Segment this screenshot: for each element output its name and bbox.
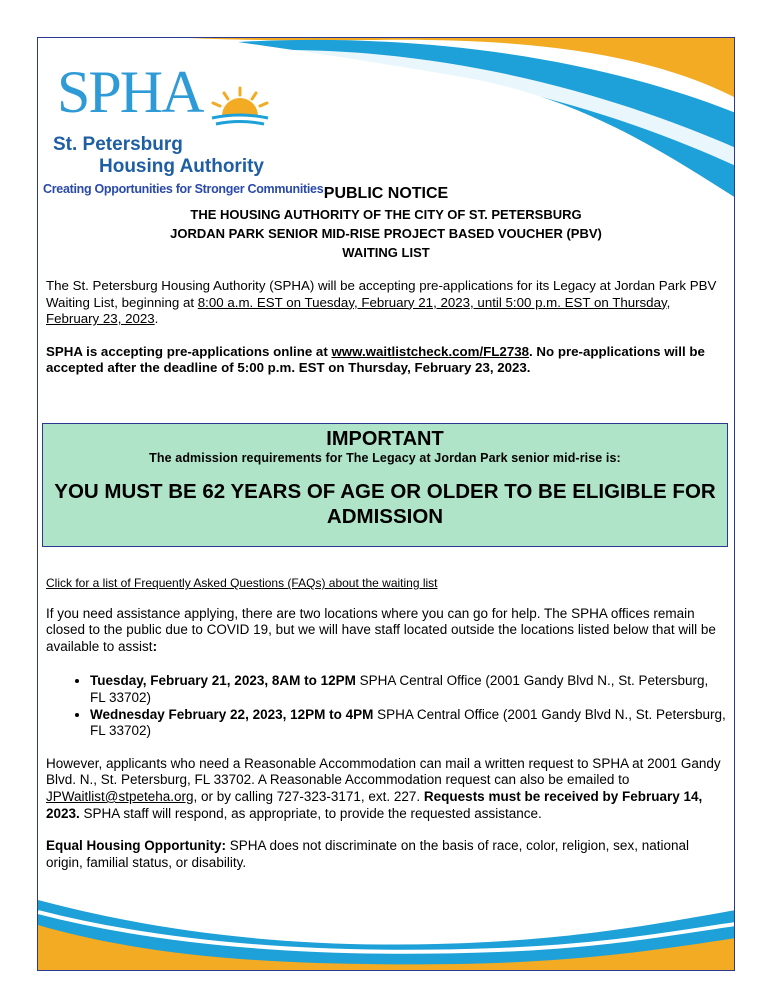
age-requirement: YOU MUST BE 62 YEARS OF AGE OR OLDER TO BE ELIGIBLE FOR ADMISSION: [54, 480, 716, 528]
notice-frame: [37, 37, 735, 971]
waitlist-url-link[interactable]: www.waitlistcheck.com/FL2738: [331, 343, 530, 359]
important-title: IMPORTANT: [326, 428, 444, 450]
faq-link[interactable]: Click for a list of Frequently Asked Questions (FAQs) about the waiting list: [46, 576, 438, 590]
list-item: • Tuesday, February 21, 2023, 8AM to 12PM SPHA Central Office (2001 Gandy Blvd N., St. Petersburg, FL 33702): [90, 673, 726, 706]
logo-acronym: SPHA: [57, 59, 203, 125]
intro-paragraph: The St. Petersburg Housing Authority (SPHA) will be accepting pre-applications for its Legacy at Jordan Park PBV Waiting List, beginning at 8:00 a.m. EST on Tuesday, February 21, 2023, until 5:00 p.m. EST on Thursday, February 23, 2023.: [46, 278, 717, 326]
important-box: [42, 423, 728, 547]
heading-line3: WAITING LIST: [342, 245, 430, 260]
list-item: • Wednesday February 22, 2023, 12PM to 4PM SPHA Central Office (2001 Gandy Blvd N., St. Petersburg, FL 33702): [90, 707, 726, 740]
logo-tagline: Creating Opportunities for Stronger Communities: [43, 182, 324, 196]
assistance-paragraph: If you need assistance applying, there are two locations where you can go for help. The SPHA offices remain closed to the public due to COVID 19, but we will have staff located outside the locations listed below that will be available to assist:: [46, 605, 716, 654]
equal-housing-paragraph: Equal Housing Opportunity: SPHA does not discriminate on the basis of race, color, religion, sex, national origin, familial status, or disability.: [46, 838, 689, 870]
heading-line1: THE HOUSING AUTHORITY OF THE CITY OF ST. PETERSBURG: [190, 207, 582, 222]
sun-icon: [208, 86, 272, 130]
application-dates: 8:00 a.m. EST on Tuesday, February 21, 2023, until 5:00 p.m. EST on Thursday, February 23, 2023: [46, 294, 671, 326]
logo-name-line1: St. Petersburg: [53, 134, 183, 155]
spha-logo: [43, 58, 324, 203]
email-link[interactable]: JPWaitlist@stpeteha.org: [46, 788, 194, 804]
online-paragraph: SPHA is accepting pre-applications online at www.waitlistcheck.com/FL2738. No pre-applications will be accepted after the deadline of 5:00 p.m. EST on Thursday, February 23, 2023.: [46, 343, 705, 375]
important-subtitle: The admission requirements for The Legacy at Jordan Park senior mid-rise is:: [149, 451, 621, 465]
notice-title: PUBLIC NOTICE: [323, 185, 449, 202]
lower-content: [46, 575, 726, 871]
location-list: [46, 673, 726, 739]
heading-line2: JORDAN PARK SENIOR MID-RISE PROJECT BASED VOUCHER (PBV): [170, 226, 602, 241]
accommodation-paragraph: However, applicants who need a Reasonable Accommodation can mail a written request to SPHA at 2001 Gandy Blvd. N., St. Petersburg, FL 33702. A Reasonable Accommodation request can also be emailed to JPWaitlist@stpeteha.org, or by calling 727-323-3171, ext. 227. Requests must be received by February 14, 2023. SPHA staff will respond, as appropriate, to provide the requested assistance.: [46, 755, 721, 821]
bottom-wave-decoration: [38, 880, 735, 970]
logo-name-line2: Housing Authority: [99, 156, 264, 177]
notice-content: [46, 184, 726, 377]
